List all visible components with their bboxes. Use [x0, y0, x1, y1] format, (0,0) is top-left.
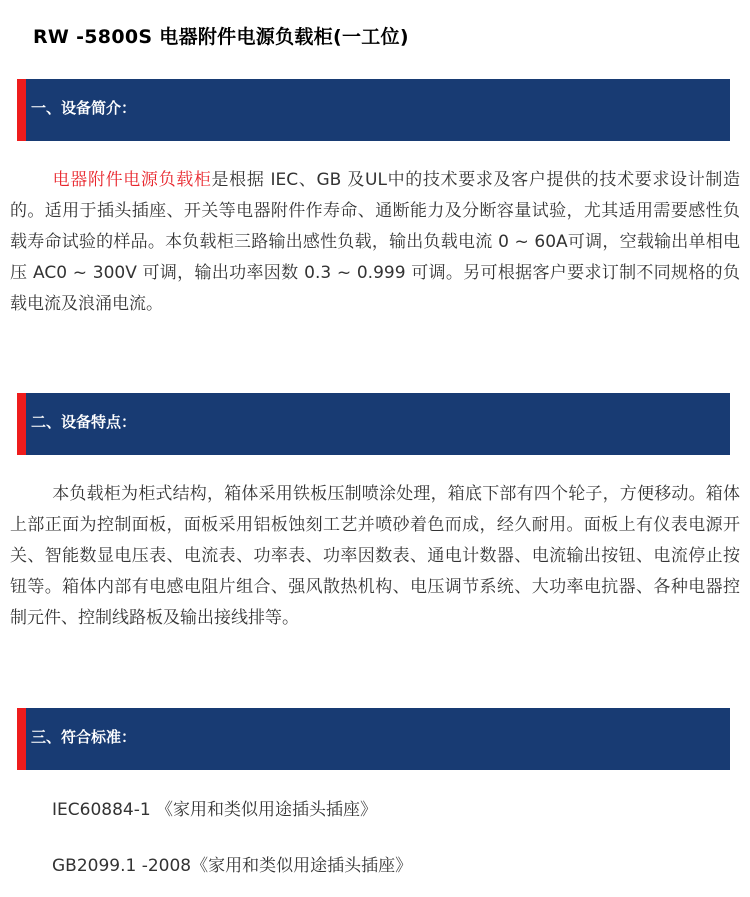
intro-paragraph — [10, 165, 740, 320]
section-accent-bar — [17, 708, 26, 770]
standard-item: GB2099.1 -2008《家用和类似用途插头插座》 — [52, 856, 413, 876]
standard-item: IEC60884-1 《家用和类似用途插头插座》 — [52, 800, 378, 820]
page-title: RW -5800S 电器附件电源负载柜(一工位) — [33, 26, 409, 48]
section-heading: 一、设备简介： — [31, 99, 137, 117]
section-accent-bar — [17, 393, 26, 455]
features-text: 本负载柜为柜式结构，箱体采用铁板压制喷涂处理，箱底下部有四个轮子，方便移动。箱体上部正面为控制面板，面板采用铝板蚀刻工艺并喷砂着色而成，经久耐用。面板上有仪表电源开关、智能数显电压表、电流表、功率表、功率因数表、通电计数器、电流输出按钮、电流停止按钮等。箱体内部有电感电阻片组合、强风散热机构、电压调节系统、大功率电抗器、各种电器控制元件、控制线路板及输出接线排等。 — [10, 484, 740, 628]
intro-text: 是根据 IEC、GB 及UL中的技术要求及客户提供的技术要求设计制造的。适用于插头插座、开关等电器附件作寿命、通断能力及分断容量试验，尤其适用需要感性负载寿命试验的样品。本负载柜三路输出感性负载，输出负载电流 0 ~ 60A可调，空载输出单相电压 AC0 ~ 300V 可调，输出功率因数 0.3 ~ 0.999 可调。另可根据客户要求订制不同规格的负载电流及浪涌电流。 — [10, 170, 740, 314]
section-accent-bar — [17, 79, 26, 141]
features-paragraph — [10, 479, 740, 634]
section-header-features — [17, 393, 730, 455]
section-heading: 二、设备特点： — [31, 413, 137, 431]
product-name-highlight: 电器附件电源负载柜 — [52, 170, 212, 190]
section-header-standards — [17, 708, 730, 770]
section-heading: 三、符合标准： — [31, 728, 137, 746]
section-header-intro — [17, 79, 730, 141]
